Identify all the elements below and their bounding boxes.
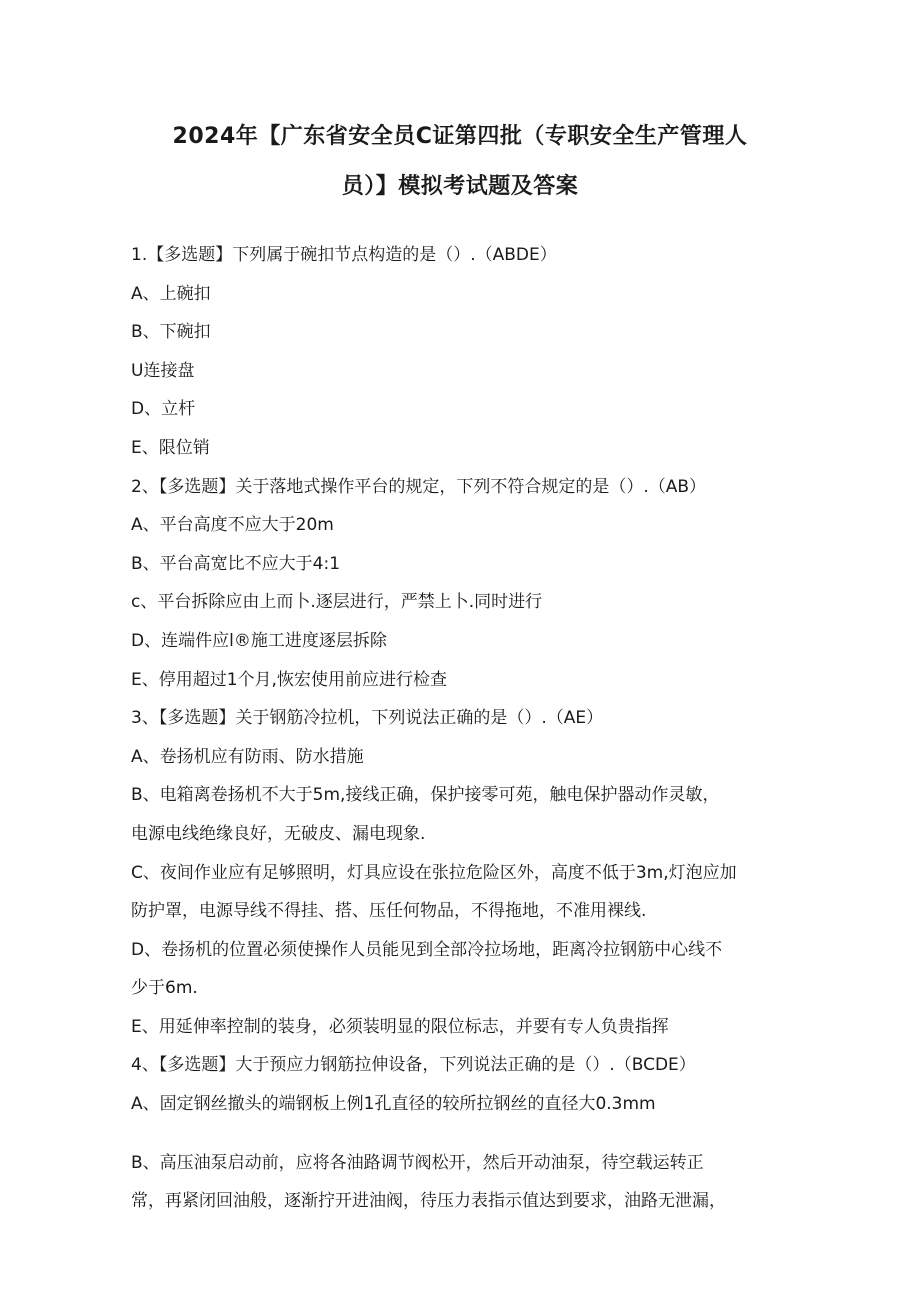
option-c: U连接盘 [131,360,195,381]
option-d: D、卷扬机的位置必须使操作人员能见到全部冷拉场地，距离冷拉钢筋中心线不 [131,939,723,960]
option-d: D、连端件应l®施工进度逐层拆除 [131,630,387,651]
option-b: B、下碗扣 [131,322,211,343]
option-b-continued: 常，再紧闭回油般，逐渐拧开进油阀，待压力表指示值达到要求，油路无泄漏， [131,1191,726,1212]
option-a: A、卷扬机应有防雨、防水措施 [131,746,364,767]
option-d-continued: 少于6m. [131,978,198,999]
option-e: E、限位销 [131,437,210,458]
question-2: 2、【多选题】关于落地式操作平台的规定，下列不符合规定的是（）.（AB） [131,476,707,497]
option-c: C、夜间作业应有足够照明，灯具应设在张拉危险区外，高度不低于3m,灯泡应加 [131,862,737,883]
option-a: A、固定钢丝撤头的端钢板上例1孔直径的较所拉钢丝的直径大0.3mm [131,1094,656,1115]
option-b-continued: 电源电线绝缘良好，无破皮、漏电现象. [131,823,426,844]
title-line-1: 2024年【广东省安全员C证第四批（专职安全生产管理人 [172,124,748,149]
question-1: 1.【多选题】下列属于碗扣节点构造的是（）.（ABDE） [131,245,557,265]
option-e: E、用延伸率控制的装身，必须装明显的限位标志，并要有专人负贵指挥 [131,1016,669,1037]
document-title [120,112,800,212]
question-3: 3、【多选题】关于钢筋冷拉机，下列说法正确的是（）.（AE） [131,708,604,729]
document-body [131,236,791,1221]
option-a: A、平台高度不应大于20m [131,515,334,536]
option-d: D、立杆 [131,399,196,420]
option-b: B、平台高宽比不应大于4:1 [131,553,341,574]
option-c-continued: 防护罩，电源导线不得挂、搭、压任何物品，不得拖地，不准用裸线. [131,901,647,922]
option-e: E、停用超过1个月,恢宏使用前应进行检查 [131,669,447,690]
title-line-2: 员）】模拟考试题及答案 [341,174,579,199]
option-b: B、电箱离卷扬机不大于5m,接线正确，保护接零可苑，触电保护器动作灵敏， [131,785,720,806]
option-a: A、上碗扣 [131,283,211,304]
option-b: B、高压油泵启动前，应将各油路调节阀松开，然后开动油泵，待空载运转正 [131,1152,704,1173]
option-c: c、平台拆除应由上而卜.逐层进行，严禁上卜.同时进行 [131,592,543,613]
question-4: 4、【多选题】大于预应力钢筋拉伸设备，下列说法正确的是（）.（BCDE） [131,1055,696,1076]
